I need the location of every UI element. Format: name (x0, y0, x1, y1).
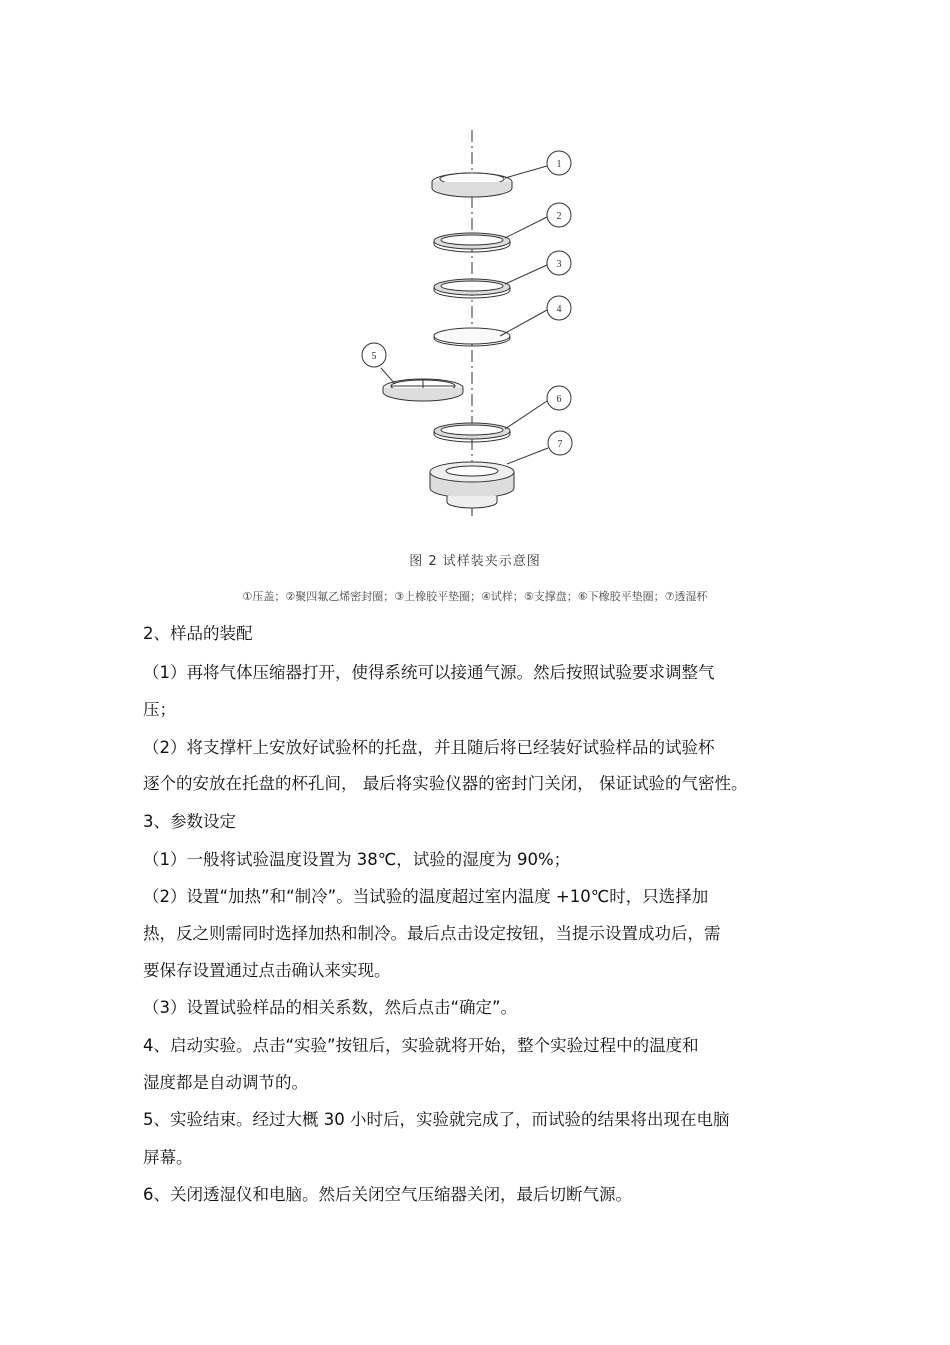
section-heading-5: 5、实验结束。经过大概 30 小时后，实验就完成了，而试验的结果将出现在电脑 (143, 1110, 730, 1129)
specimen-clamping-diagram (355, 120, 595, 525)
callout-label-6: 6 (556, 394, 562, 405)
callout-label-2: 2 (556, 211, 562, 222)
callout-label-4: 4 (556, 304, 562, 315)
figure-legend: ①压盖；②聚四氟乙烯密封圈；③上橡胶平垫圈；④试样；⑤支撑盘；⑥下橡胶平垫圈；⑦透湿杯 (242, 590, 708, 603)
paragraph-line: 要保存设置通过点击确认来实现。 (143, 961, 391, 980)
part-5-support-plate (383, 379, 463, 401)
section-heading-4: 4、启动实验。点击“实验”按钮后，实验就将开始，整个实验过程中的温度和 (143, 1036, 699, 1055)
paragraph-line: （1）一般将试验温度设置为 38℃，试验的湿度为 90%； (143, 850, 571, 869)
callout-label-1: 1 (556, 159, 562, 170)
paragraph-line: 屏幕。 (143, 1148, 193, 1167)
section-heading-6: 6、关闭透湿仪和电脑。然后关闭空气压缩器关闭，最后切断气源。 (143, 1185, 632, 1204)
part-2-ptfe-seal (434, 233, 510, 252)
paragraph-line: 热，反之则需同时选择加热和制冷。最后点击设定按钮，当提示设置成功后，需 (143, 924, 721, 943)
section-heading-3: 3、参数设定 (143, 812, 236, 831)
callout-label-7: 7 (557, 439, 563, 450)
part-4-specimen (434, 328, 510, 346)
paragraph-line: 湿度都是自动调节的。 (143, 1073, 308, 1092)
section-heading-2: 2、样品的装配 (143, 624, 253, 643)
paragraph-line: 压； (143, 700, 176, 719)
paragraph-line: （1）再将气体压缩器打开，使得系统可以接通气源。然后按照试验要求调整气 (143, 663, 715, 682)
part-7-moisture-cup (430, 462, 514, 508)
callout-label-3: 3 (556, 259, 562, 270)
callout-label-5: 5 (371, 351, 377, 362)
paragraph-line: （2）设置“加热”和“制冷”。当试验的温度超过室内温度 +10℃时，只选择加 (143, 887, 709, 906)
part-3-upper-rubber-gasket (434, 279, 510, 298)
figure-caption: 图 2 试样装夹示意图 (409, 554, 541, 569)
paragraph-line: （3）设置试验样品的相关系数，然后点击“确定”。 (143, 998, 518, 1017)
paragraph-line: （2）将支撑杆上安放好试验杯的托盘，并且随后将已经装好试验样品的试验杯 (143, 738, 715, 757)
part-1-pressure-cap (432, 173, 512, 197)
paragraph-line: 逐个的安放在托盘的杯孔间， 最后将实验仪器的密封门关闭， 保证试验的气密性。 (143, 774, 748, 793)
part-6-lower-rubber-gasket (434, 423, 510, 442)
